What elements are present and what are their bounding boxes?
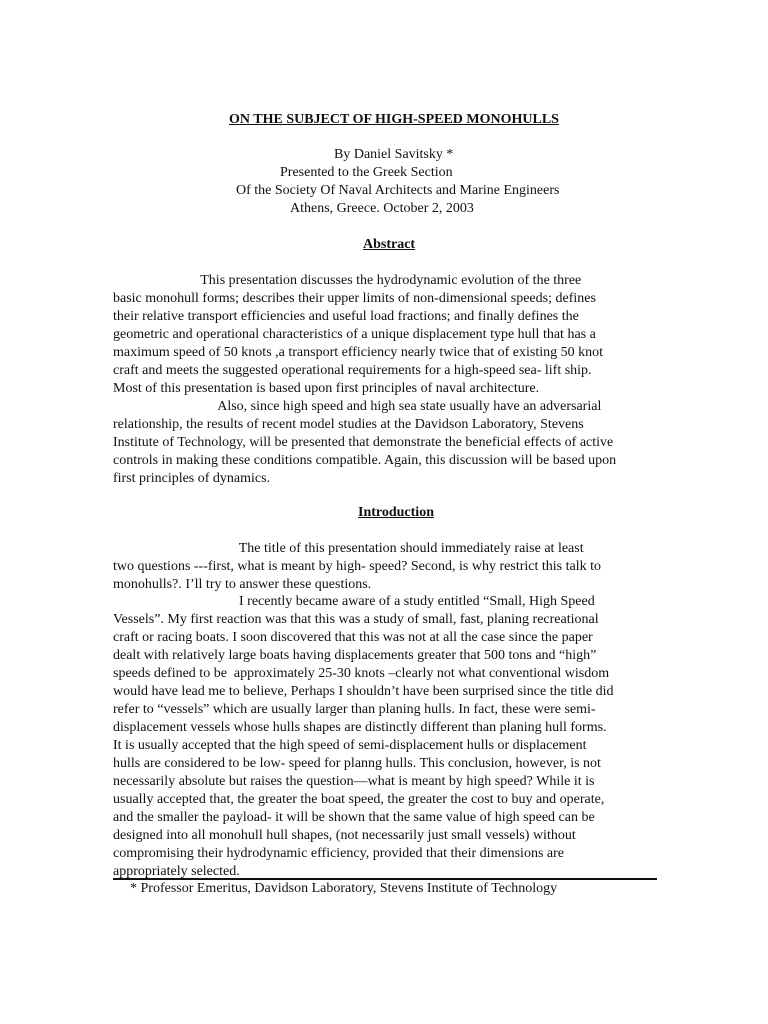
presented-to-line: Presented to the Greek Section xyxy=(280,165,453,180)
abstract-paragraph-1 xyxy=(113,272,658,398)
text-line: compromising their hydrodynamic efficiency, provided that their dimensions are xyxy=(113,846,564,861)
text-line: dealt with relatively large boats having displacements greater that 500 tons and “high” xyxy=(113,648,597,663)
text-line: and the smaller the payload- it will be shown that the same value of high speed can be xyxy=(113,810,595,825)
text-line: first principles of dynamics. xyxy=(113,471,271,486)
text-line: designed into all monohull hull shapes, (not necessarily just small vessels) without xyxy=(113,828,576,843)
text-line: This presentation discusses the hydrodynamic evolution of the three xyxy=(113,273,582,288)
text-line: usually accepted that, the greater the boat speed, the greater the cost to buy and operate, xyxy=(113,792,605,807)
text-line: their relative transport efficiencies and useful load fractions; and finally defines the xyxy=(113,309,579,324)
footnote: * Professor Emeritus, Davidson Laboratory, Stevens Institute of Technology xyxy=(130,881,558,896)
paper-title: ON THE SUBJECT OF HIGH-SPEED MONOHULLS xyxy=(229,112,559,127)
abstract-paragraph-2 xyxy=(113,398,658,488)
text-line: displacement vessels whose hulls shapes are distinctly different than planing hull forms. xyxy=(113,720,607,735)
text-line: would have lead me to believe, Perhaps I shouldn’t have been surprised since the title did xyxy=(113,684,614,699)
location-date-line: Athens, Greece. October 2, 2003 xyxy=(290,201,474,216)
text-line: relationship, the results of recent model studies at the Davidson Laboratory, Stevens xyxy=(113,417,584,432)
text-line: monohulls?. I’ll try to answer these questions. xyxy=(113,577,372,592)
abstract-heading: Abstract xyxy=(363,237,416,252)
text-line: refer to “vessels” which are usually larger than planing hulls. In fact, these were semi- xyxy=(113,702,596,717)
text-line: speeds defined to be approximately 25-30 knots –clearly not what conventional wisdom xyxy=(113,666,610,681)
text-line: I recently became aware of a study entitled “Small, High Speed xyxy=(113,594,595,609)
text-line: necessarily absolute but raises the question—what is meant by high speed? While it is xyxy=(113,774,595,789)
text-line: Most of this presentation is based upon first principles of naval architecture. xyxy=(113,381,540,396)
text-line: Also, since high speed and high sea state usually have an adversarial xyxy=(113,399,602,414)
text-line: maximum speed of 50 knots ,a transport efficiency nearly twice that of existing 50 knot xyxy=(113,345,604,360)
introduction-heading: Introduction xyxy=(358,505,434,520)
text-line: Vessels”. My first reaction was that this was a study of small, fast, planing recreational xyxy=(113,612,599,627)
text-line: basic monohull forms; describes their upper limits of non-dimensional speeds; defines xyxy=(113,291,596,306)
author-line: By Daniel Savitsky * xyxy=(334,147,454,162)
text-line: two questions ---first, what is meant by high- speed? Second, is why restrict this talk to xyxy=(113,559,601,574)
text-line: appropriately selected. xyxy=(113,864,240,879)
text-line: hulls are considered to be low- speed for planng hulls. This conclusion, however, is not xyxy=(113,756,601,771)
society-line: Of the Society Of Naval Architects and Marine Engineers xyxy=(236,183,560,198)
introduction-paragraph-1 xyxy=(113,540,658,594)
text-line: It is usually accepted that the high speed of semi-displacement hulls or displacement xyxy=(113,738,587,753)
text-line: Institute of Technology, will be presented that demonstrate the beneficial effects of active xyxy=(113,435,614,450)
text-line: craft and meets the suggested operational requirements for a high-speed sea- lift ship. xyxy=(113,363,592,378)
text-line: The title of this presentation should immediately raise at least xyxy=(113,541,584,556)
text-line: controls in making these conditions compatible. Again, this discussion will be based upon xyxy=(113,453,617,468)
text-line: geometric and operational characteristics of a unique displacement type hull that has a xyxy=(113,327,596,342)
introduction-paragraph-2 xyxy=(113,593,658,881)
text-line: craft or racing boats. I soon discovered that this was not at all the case since the paper xyxy=(113,630,593,645)
